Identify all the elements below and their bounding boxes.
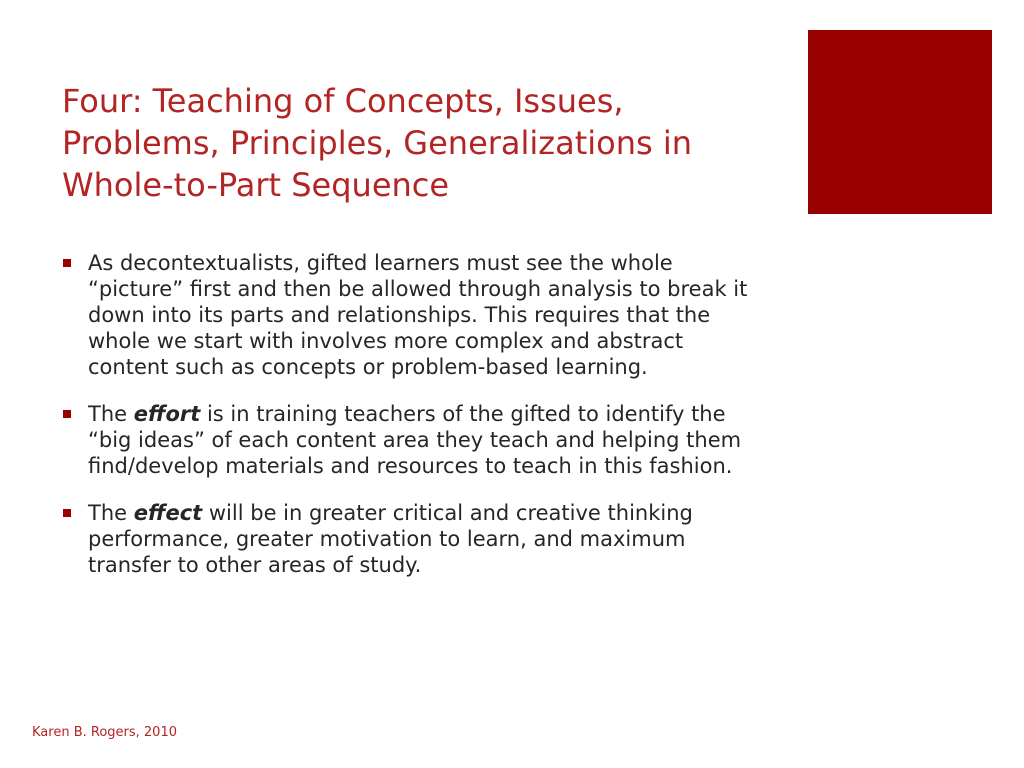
- bullet-rest: is in training teachers of the gifted to identify the “big ideas” of each content area they teach and helping them find/develop materials and resources to teach in this fashion.: [88, 402, 742, 478]
- bullet-emphasis: effort: [133, 402, 201, 426]
- bullet-emphasis: effect: [133, 501, 203, 525]
- square-bullet-icon: [63, 509, 71, 517]
- bullet-item: [62, 500, 762, 578]
- square-bullet-icon: [63, 410, 71, 418]
- bullet-text: [88, 501, 693, 577]
- bullet-text: [88, 402, 741, 478]
- bullet-lead: The: [88, 501, 134, 525]
- bullet-rest: will be in greater critical and creative thinking performance, greater motivation to learn, and maximum transfer to other areas of study.: [88, 501, 693, 577]
- square-bullet-icon: [63, 259, 71, 267]
- bullet-item: [62, 401, 762, 479]
- slide-title: Four: Teaching of Concepts, Issues, Problems, Principles, Generalizations in Whole-to-Part Sequence: [62, 82, 693, 204]
- bullet-list: [62, 250, 762, 599]
- bullet-text: As decontextualists, gifted learners must see the whole “picture” first and then be allowed through analysis to break it down into its parts and relationships. This requires that the whole we start with involves more complex and abstract content such as concepts or problem-based learning.: [88, 251, 748, 379]
- accent-box: [808, 30, 992, 214]
- bullet-item: [62, 250, 762, 380]
- footer-credit: Karen B. Rogers, 2010: [32, 725, 177, 740]
- bullet-lead: The: [88, 402, 134, 426]
